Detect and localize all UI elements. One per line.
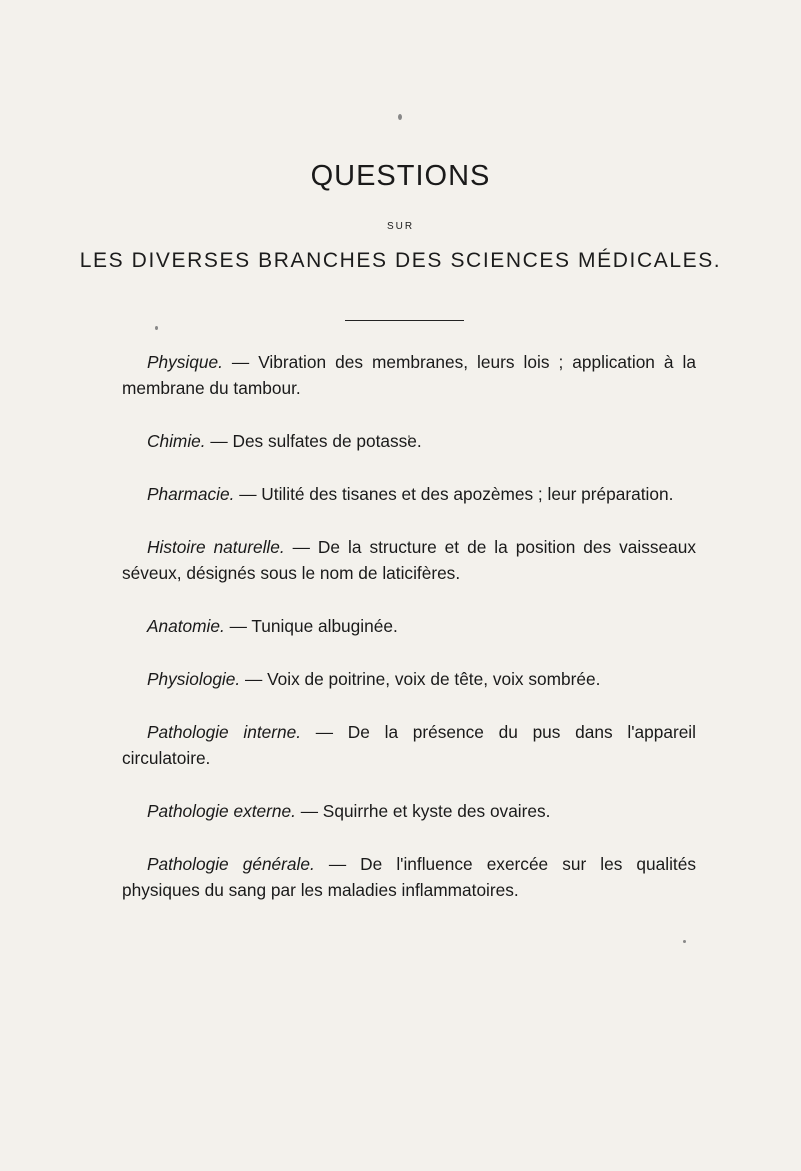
ink-speck xyxy=(683,940,686,943)
question-text: — Squirrhe et kyste des ovaires. xyxy=(295,801,551,821)
question-subject: Physiologie. xyxy=(147,669,241,689)
question-text: — Tunique albuginée. xyxy=(224,616,398,636)
question-chimie xyxy=(122,428,696,454)
question-text: — De la structure et de la position des vaisseaux séveux, désignés sous le nom de laticifères. xyxy=(122,537,696,583)
page-title: QUESTIONS xyxy=(310,160,491,192)
question-subject: Pathologie interne. xyxy=(147,722,302,742)
question-pathologie-generale xyxy=(122,851,696,903)
question-subject: Pathologie générale. xyxy=(147,854,315,874)
divider xyxy=(345,320,464,321)
question-subject: Histoire naturelle. xyxy=(147,537,285,557)
question-subject: Physique. xyxy=(147,352,223,372)
question-text: — Des sulfates de potasse. xyxy=(205,431,422,451)
question-physique xyxy=(122,349,696,401)
page-subtitle: LES DIVERSES BRANCHES DES SCIENCES MÉDICALES. xyxy=(79,249,722,272)
question-text: — De l'influence exercée sur les qualités physiques du sang par les maladies inflammatoires. xyxy=(122,854,696,900)
question-subject: Anatomie. xyxy=(147,616,225,636)
question-subject: Pharmacie. xyxy=(147,484,235,504)
question-histoire-naturelle xyxy=(122,534,696,586)
ink-speck xyxy=(155,326,158,330)
question-physiologie xyxy=(122,666,696,692)
question-text: — De la présence du pus dans l'appareil circulatoire. xyxy=(122,722,696,768)
question-pathologie-interne xyxy=(122,719,696,771)
question-text: — Voix de poitrine, voix de tête, voix sombrée. xyxy=(240,669,601,689)
questions-list xyxy=(122,349,696,930)
question-pharmacie xyxy=(122,481,696,507)
ink-speck xyxy=(398,114,402,120)
title-connector: SUR xyxy=(386,221,415,232)
question-pathologie-externe xyxy=(122,798,696,824)
question-text: — Vibration des membranes, leurs lois ; application à la membrane du tambour. xyxy=(122,352,696,398)
question-text: — Utilité des tisanes et des apozèmes ; leur préparation. xyxy=(234,484,674,504)
question-subject: Chimie. xyxy=(147,431,206,451)
question-anatomie xyxy=(122,613,696,639)
question-subject: Pathologie externe. xyxy=(147,801,296,821)
